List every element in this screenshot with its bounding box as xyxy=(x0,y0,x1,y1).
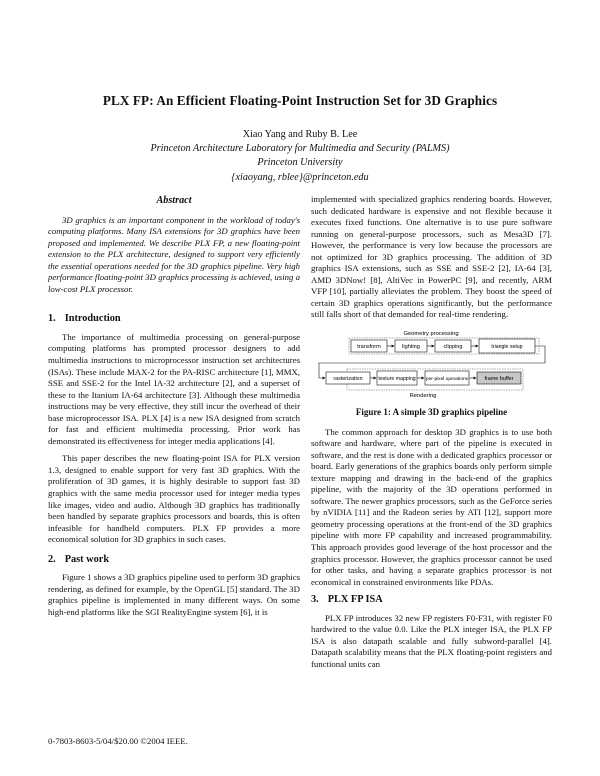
transform-label: transform xyxy=(357,344,381,351)
past-work-paragraph-2: implemented with specialized graphics rendering boards. However, such dedicated hardware is expensive and not flexible because it executes fixed functions. One alternative is to use pure software running on general-purpose processors, such as Mesa3D [7]. However, the performance is very low because the processors are not optimized for 3D graphics processing. The addition of 3D graphics ISA extensions, such as SSE and SSE-2 [2], IA-64 [3], AMD 3DNow! [8], AltiVec in PowerPC [9], and recently, ARM VFP [10], partially alleviates the problem. They boost the speed of certain 3D graphics operations significantly, but the performance still falls short of that demanded for real-time rendering. xyxy=(311,194,552,320)
pipeline-figure xyxy=(311,327,552,405)
author-university: Princeton University xyxy=(257,157,343,169)
author-email: {xiaoyang, rblee}@princeton.edu xyxy=(231,171,369,183)
section-title: Past work xyxy=(64,553,110,565)
isa-paragraph-1: PLX FP introduces 32 new FP registers F0-F31, with register F0 hardwired to the value 0.0. Like the PLX integer ISA, the PLX FP ISA is also datapath scalable and fully subword-parallel [4]. Datapath scalability means that the PLX floating-point registers and functional units can xyxy=(311,612,552,669)
right-column xyxy=(311,194,552,677)
section-heading-introduction xyxy=(48,313,300,325)
lighting-label: lighting xyxy=(402,344,420,351)
triangle-setup-label: triangle setup xyxy=(491,344,523,351)
section-title: Introduction xyxy=(64,313,121,325)
frame-buffer-label: frame buffer xyxy=(484,376,514,383)
texture-mapping-label: texture mapping xyxy=(378,376,416,383)
copyright-footer: 0-7803-8603-5/04/$20.00 ©2004 IEEE. xyxy=(48,736,188,746)
section-number: 1. xyxy=(48,313,56,325)
author-names: Xiao Yang and Ruby B. Lee xyxy=(242,129,358,140)
abstract-heading: Abstract xyxy=(156,195,192,206)
pipeline-diagram xyxy=(311,327,552,405)
left-column xyxy=(48,195,300,625)
clipping-label: clipping xyxy=(443,344,463,351)
paper-title: PLX FP: An Efficient Floating-Point Instruction Set for 3D Graphics xyxy=(102,93,498,108)
author-block xyxy=(0,128,600,185)
author-affiliation: Princeton Architecture Laboratory for Multimedia and Security (PALMS) xyxy=(150,143,450,155)
section-number: 2. xyxy=(48,553,56,565)
geometry-label: Geometry processing xyxy=(403,331,459,338)
per-pixel-operations-label: per-pixel operations xyxy=(425,377,469,383)
rasterization-label: rasterization xyxy=(333,376,363,383)
rendering-label: Rendering xyxy=(409,393,437,400)
past-work-paragraph-1: Figure 1 shows a 3D graphics pipeline used to perform 3D graphics rendering, as defined for example, by the OpenGL [5] standard. The 3D graphics pipeline is implemented in many different ways. On some high-end platforms like the SGI RealityEngine system [6], it is xyxy=(48,572,300,617)
intro-paragraph-1: The importance of multimedia processing on general-purpose computing platforms has prompted processor designers to add multimedia instructions to microprocessor instruction set architectures (ISAs). These include MAX-2 for the PA-RISC architecture [1], MMX, SSE and SSE-2 for the Intel IA-32 architecture [2], and a superset of these to the Itanium IA-64 architecture [3]. Although these multimedia instructions may be very effective, they still incur the overhead of their base microprocessor ISA. PLX [4] is a new ISA designed from scratch for fast and efficient multimedia processing. Prior work has demonstrated its effectiveness for integer media applications [4]. xyxy=(48,331,300,446)
past-work-paragraph-3: The common approach for desktop 3D graphics is to use both software and hardware, where part of the pipeline is executed in software, and the rest is done with a dedicated graphics processor or board. Early generations of the graphics boards only perform simple texture mapping and drawing in the back-end of the graphics pipeline, with the majority of the 3D operations performed in software. The newer graphics processors, such as the GeForce series by nVIDIA [11] and the Radeon series by ATI [12], support more geometry processing operations at the front-end of the 3D graphics pipeline with more FP capability and increased programmability. This approach provides good leverage of the host processor and the graphics processor. However, the graphics processor cannot be used for other tasks, and having a separate graphics processor is not economical in constrained environments like PDAs. xyxy=(311,426,552,587)
section-heading-plx-fp-isa xyxy=(311,594,552,606)
section-number: 3. xyxy=(311,594,319,606)
intro-paragraph-2: This paper describes the new floating-point ISA for PLX version 1.3, designed to enable support for very fast 3D graphics. With the proliferation of 3D games, it is highly desirable to support fast 3D graphics with the same media processor used for integer media types like images, video and audio. Although 3D graphics has traditionally been handled by separate graphics processors and boards, this is often infeasible for handheld computers. PLX FP provides a more economical solution for 3D graphics in such cases. xyxy=(48,453,300,545)
abstract-text: 3D graphics is an important component in the workload of today's computing platforms. Many ISA extensions for 3D graphics have been proposed and implemented. We describe PLX FP, a new floating-point extension to the PLX architecture, designed to support very efficiently the essential operations needed for the 3D graphics pipeline. Very high performance floating-point 3D graphics processing is achieved, using a low-cost PLX processor. xyxy=(48,214,300,294)
section-title: PLX FP ISA xyxy=(327,594,383,606)
section-heading-past-work xyxy=(48,554,300,566)
figure-caption: Figure 1: A simple 3D graphics pipeline xyxy=(355,407,508,418)
